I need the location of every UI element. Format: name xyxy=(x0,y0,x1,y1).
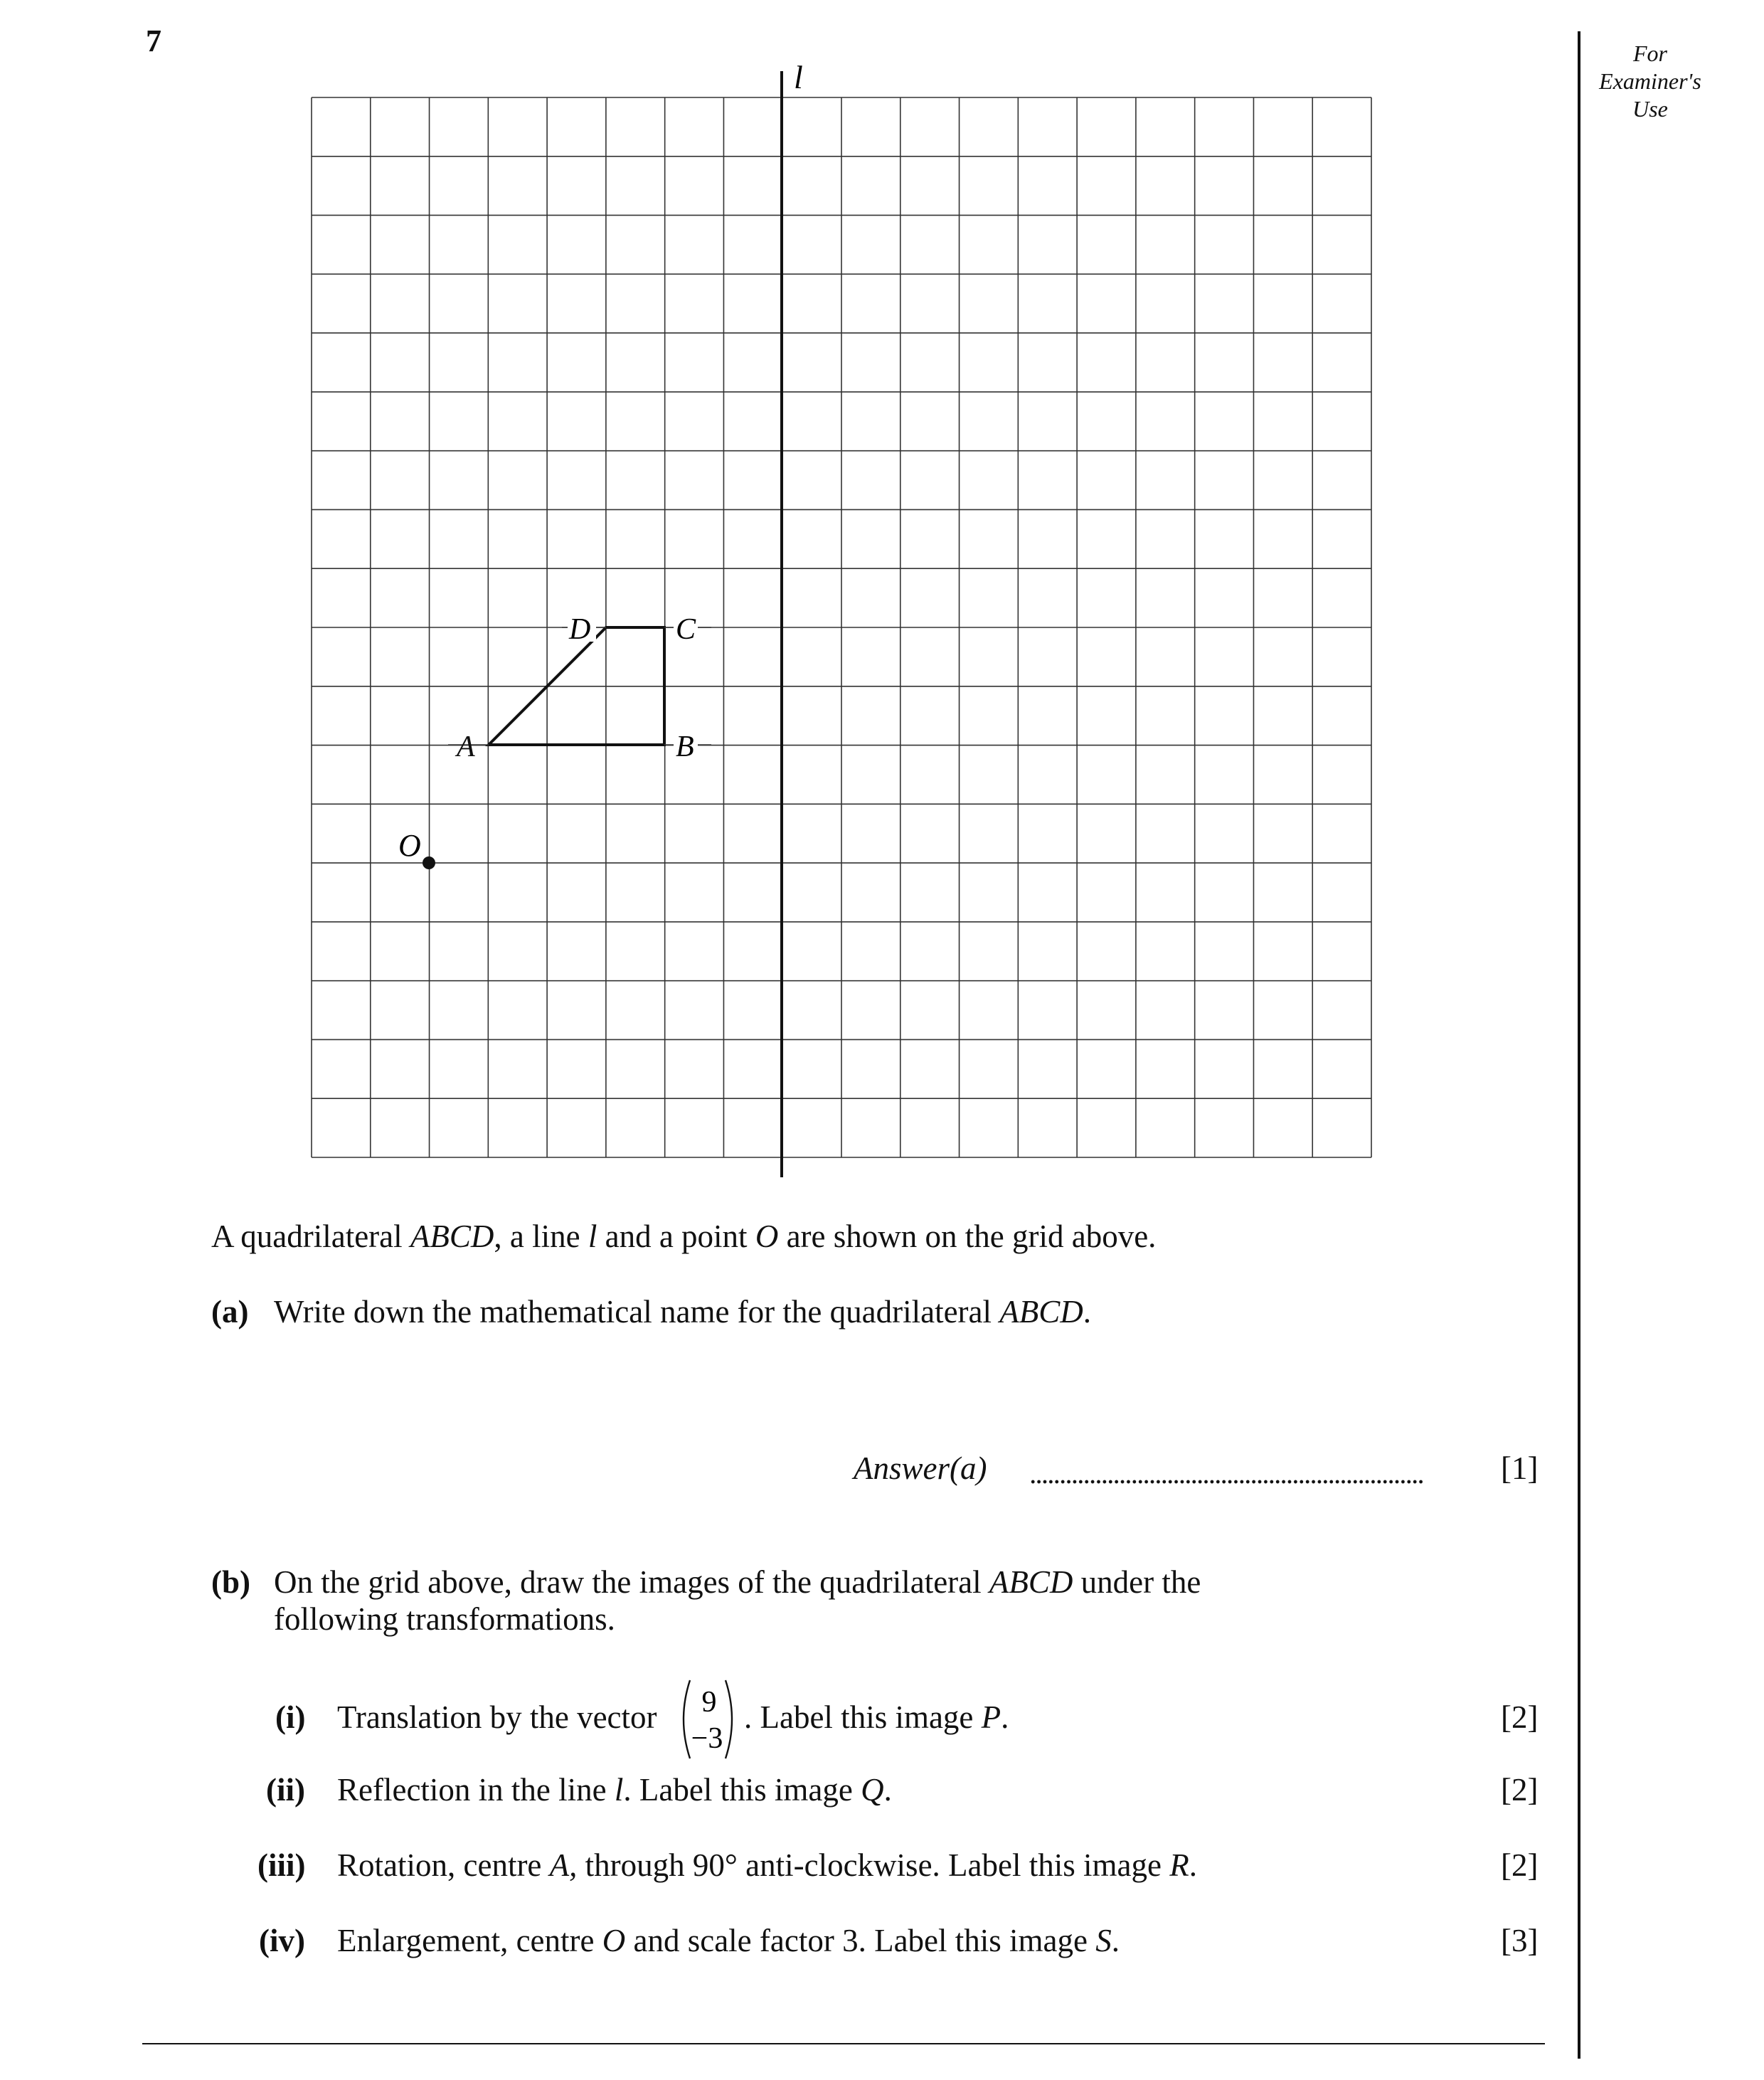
intro-o: O xyxy=(755,1219,779,1254)
intro-abcd: ABCD xyxy=(989,1564,1073,1600)
item-iii-marks: [2] xyxy=(1501,1847,1539,1883)
item-text-part: and scale factor 3. Label this image xyxy=(625,1923,1096,1958)
point-b-label: B xyxy=(676,731,694,763)
item-ii-text xyxy=(337,1771,892,1808)
part-a-marks: [1] xyxy=(1501,1450,1539,1486)
part-a-question xyxy=(274,1293,1091,1330)
intro-part: are shown on the grid above. xyxy=(778,1219,1157,1254)
question-abcd: ABCD xyxy=(999,1294,1083,1330)
question-part: Write down the mathematical name for the quadrilateral xyxy=(274,1294,1000,1330)
point-c-label: C xyxy=(676,613,696,646)
item-iv-label: (iv) xyxy=(259,1923,305,1958)
part-b-intro-line1 xyxy=(274,1564,1201,1601)
question-part: . xyxy=(1083,1294,1092,1330)
footer-rule xyxy=(142,2043,1545,2044)
examiner-line-3: Use xyxy=(1632,96,1668,122)
intro-part: , a line xyxy=(494,1219,588,1254)
intro-part: under the xyxy=(1073,1564,1201,1600)
item-text-part: through 90° anti-clockwise. Label this image xyxy=(577,1847,1170,1883)
item-i-text-end xyxy=(744,1699,1009,1736)
item-text-part: . xyxy=(1111,1923,1120,1958)
grid-lines xyxy=(312,97,1371,1157)
item-text-part: . xyxy=(883,1772,892,1808)
examiner-use-label xyxy=(1572,40,1728,123)
item-ii-marks: [2] xyxy=(1501,1772,1539,1808)
intro-part: On the grid above, draw the images of the quadrilateral xyxy=(274,1564,989,1600)
line-l-ref: l xyxy=(614,1772,624,1808)
examiner-line-1: For xyxy=(1633,41,1667,66)
item-iv-marks: [3] xyxy=(1501,1923,1539,1958)
item-text-part: . Label this image xyxy=(623,1772,861,1808)
point-d-label: D xyxy=(569,613,591,646)
part-b-label: (b) xyxy=(211,1564,250,1600)
vector-bottom: −3 xyxy=(691,1722,723,1755)
item-i-label: (i) xyxy=(275,1699,306,1735)
image-label-s: S xyxy=(1095,1923,1112,1958)
margin-divider xyxy=(1578,31,1580,2059)
part-a-label: (a) xyxy=(211,1294,249,1330)
answer-a-field[interactable] xyxy=(1030,1480,1424,1484)
item-iii-label: (iii) xyxy=(257,1847,306,1883)
item-ii-label: (ii) xyxy=(266,1772,305,1808)
point-o xyxy=(423,856,435,869)
image-label-r: R xyxy=(1169,1847,1189,1883)
part-b-intro-line2: following transformations. xyxy=(274,1601,615,1637)
point-o-label: O xyxy=(398,828,421,863)
image-label-q: Q xyxy=(861,1772,884,1808)
translation-vector xyxy=(676,1676,740,1763)
item-iv-text xyxy=(337,1922,1120,1959)
intro-text xyxy=(211,1218,1156,1255)
item-text-part: Reflection in the line xyxy=(337,1772,615,1808)
point-a-label: A xyxy=(457,731,475,763)
item-text-part: Enlargement, centre xyxy=(337,1923,602,1958)
page-number: 7 xyxy=(146,23,161,58)
intro-l: l xyxy=(588,1219,597,1254)
answer-a-label: Answer(a) xyxy=(854,1450,987,1486)
intro-part: A quadrilateral xyxy=(211,1219,410,1254)
item-text-part: . Label this image xyxy=(744,1699,982,1735)
vector-top: 9 xyxy=(701,1686,717,1719)
examiner-line-2: Examiner's xyxy=(1599,68,1701,94)
image-label-p: P xyxy=(981,1699,1001,1735)
intro-part: and a point xyxy=(597,1219,755,1254)
item-text-part: . xyxy=(1001,1699,1009,1735)
centre-a-ref: A, xyxy=(549,1847,578,1883)
centre-o-ref: O xyxy=(602,1923,626,1958)
item-i-text-start: Translation by the vector xyxy=(337,1699,657,1735)
line-l-label: l xyxy=(794,59,803,95)
item-text-part: Rotation, centre xyxy=(337,1847,550,1883)
item-i-marks: [2] xyxy=(1501,1699,1539,1735)
item-iii-text xyxy=(337,1847,1197,1884)
intro-abcd: ABCD xyxy=(410,1219,494,1254)
item-text-part: . xyxy=(1189,1847,1197,1883)
